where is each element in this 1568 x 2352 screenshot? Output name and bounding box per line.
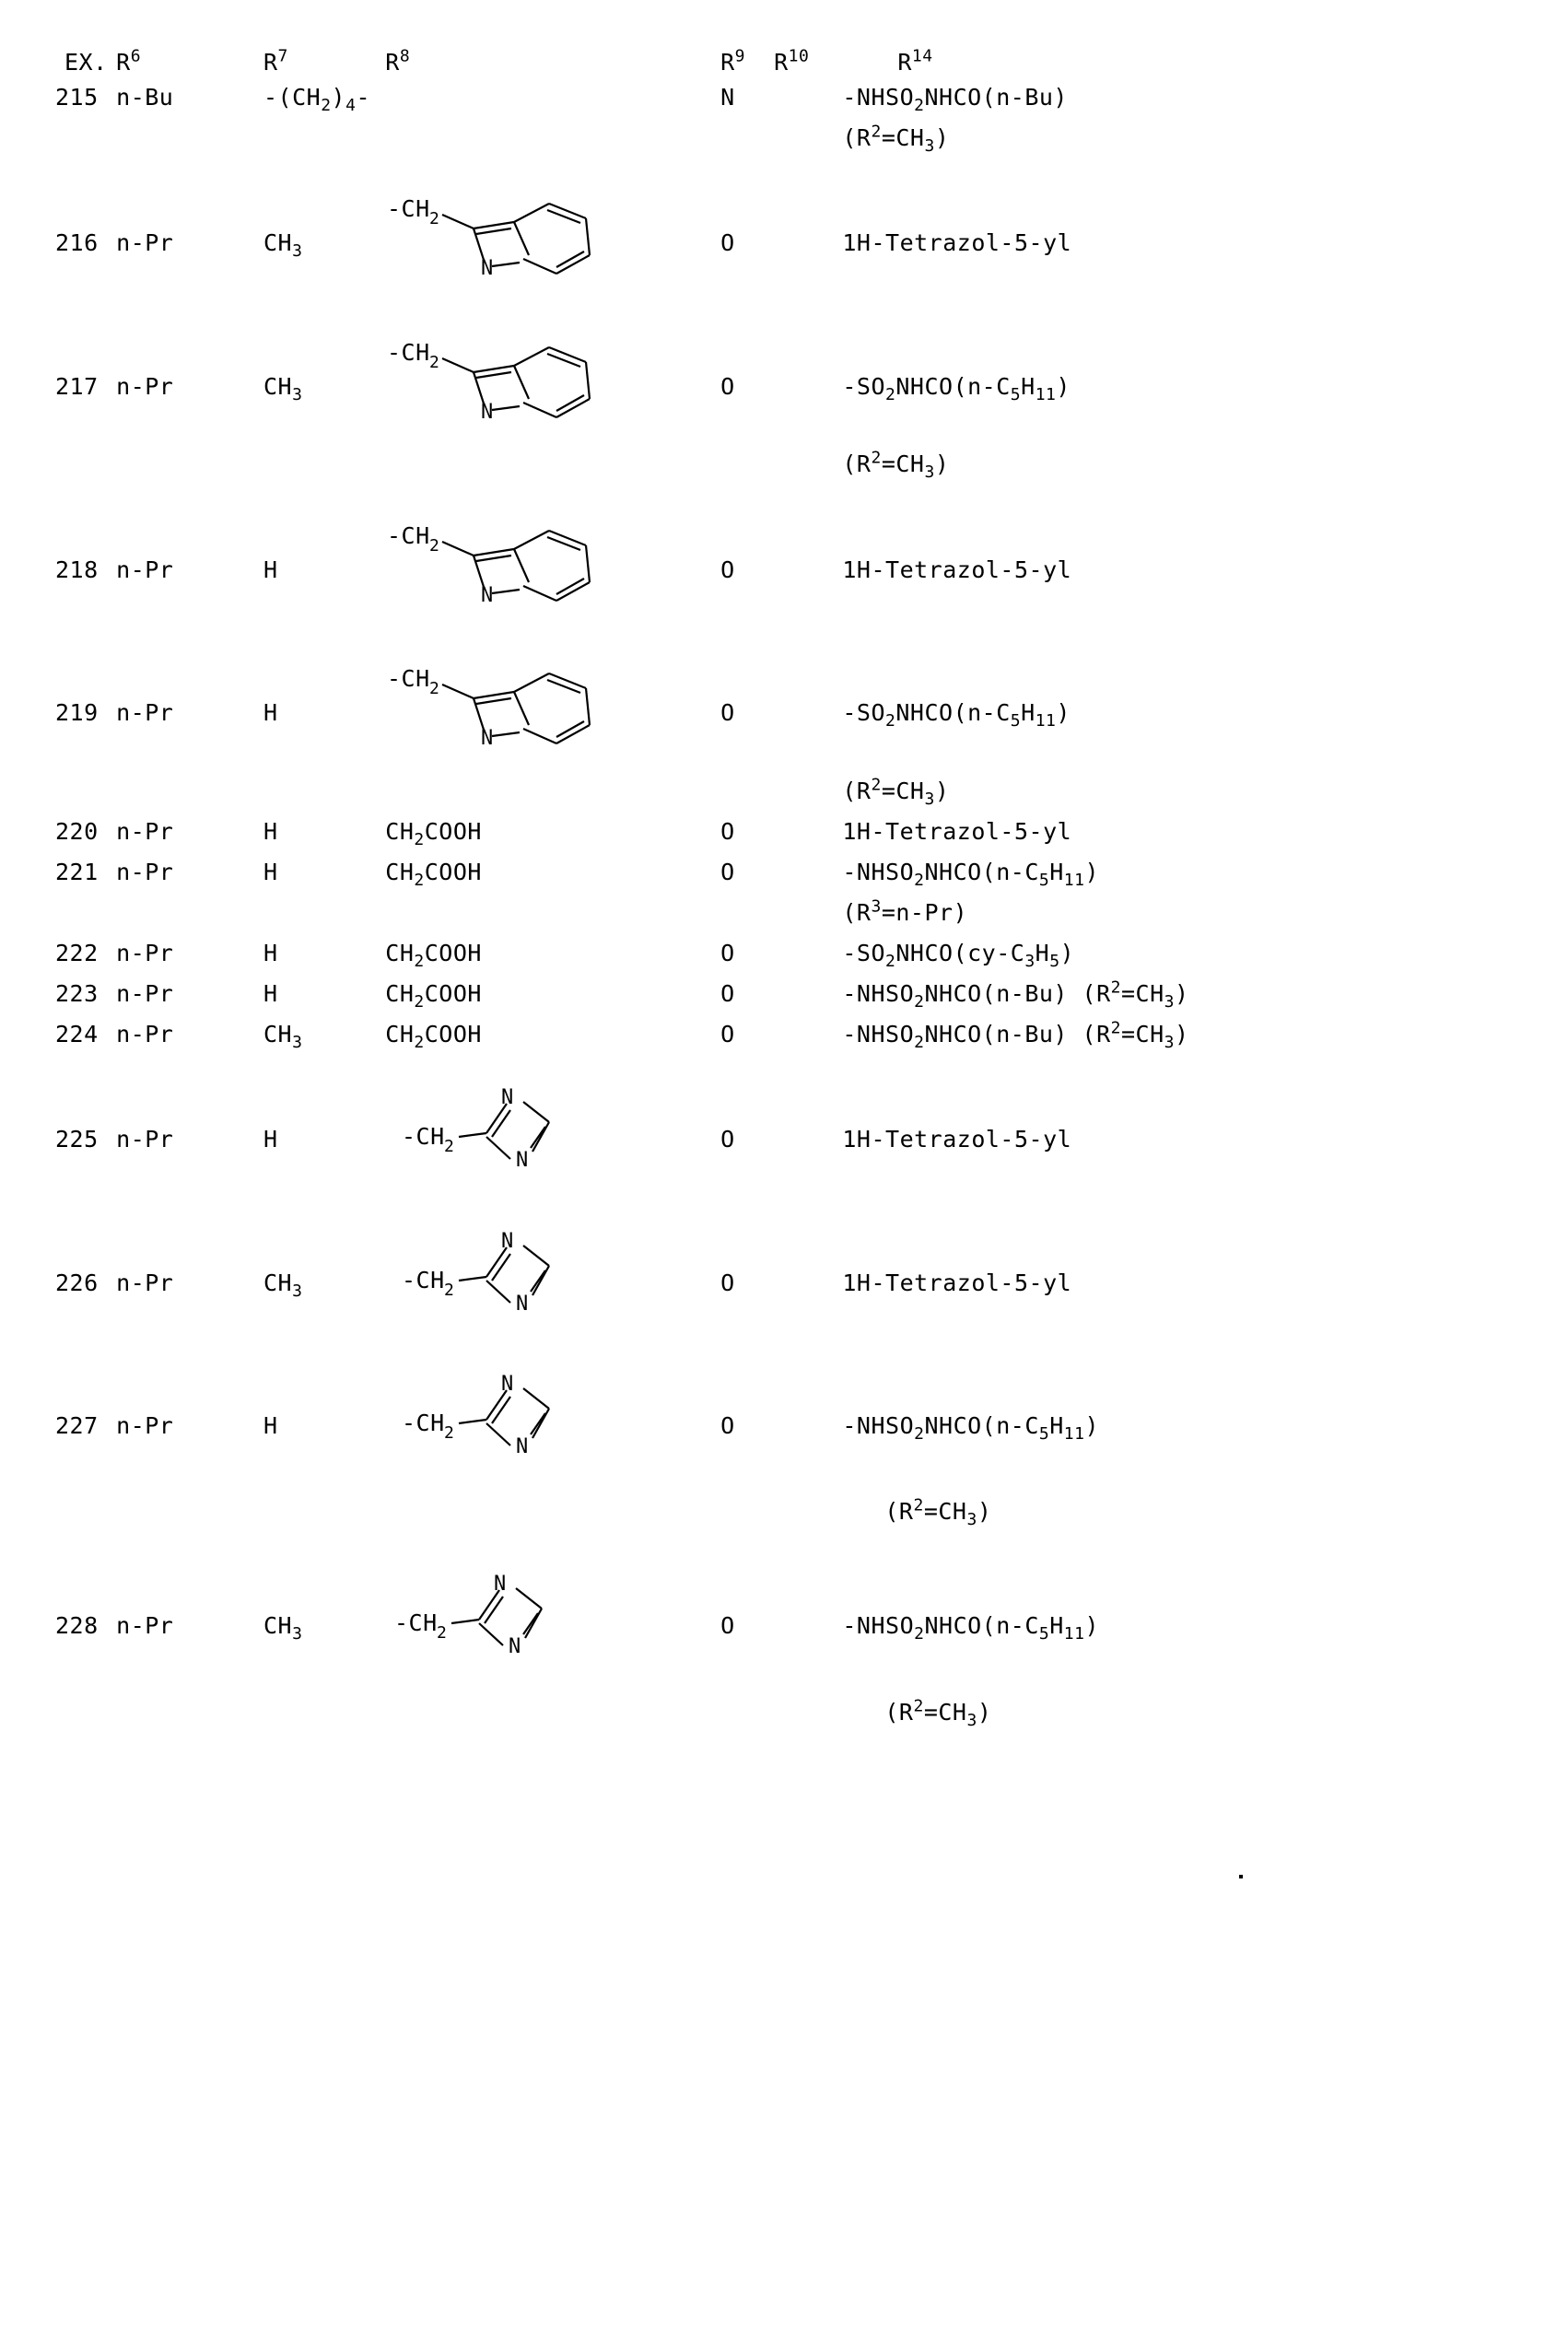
cell-r9: O bbox=[720, 229, 735, 257]
table-row bbox=[55, 973, 1492, 1013]
cell-r9: O bbox=[720, 939, 735, 966]
cell-r7: $CH_3$ bbox=[263, 372, 303, 404]
imidazole-ch2-icon bbox=[385, 1368, 661, 1477]
indole-ch2-icon bbox=[385, 655, 661, 764]
svg-text:-CH: -CH bbox=[387, 665, 430, 692]
cell-r9: O bbox=[720, 817, 735, 845]
imidazole-ch2-icon bbox=[385, 1568, 661, 1677]
cell-r14: $-NHSO_2NHCO(n-C_5H_{11})$ bbox=[842, 1411, 1100, 1444]
cell-ex: 221 bbox=[55, 858, 99, 885]
row-spacer bbox=[55, 485, 1492, 512]
cell-r14-sub: $(R^2=CH_3)$ bbox=[842, 122, 950, 156]
cell-r9: O bbox=[720, 1020, 735, 1047]
cell-r14: $-NHSO_2NHCO(n-Bu)$ bbox=[842, 83, 1068, 115]
imidazole-ch2-icon bbox=[385, 1225, 661, 1334]
cell-r7: $CH_3$ bbox=[263, 229, 303, 262]
spacer bbox=[55, 1483, 842, 1540]
cell-r7: H bbox=[263, 1411, 278, 1439]
document-page bbox=[0, 48, 1568, 2352]
row-spacer bbox=[55, 1198, 1492, 1225]
cell-r8-structure bbox=[385, 1082, 720, 1197]
cell-r7-r8: $-(CH_2)_4-$ bbox=[263, 83, 371, 115]
cell-ex: 226 bbox=[55, 1269, 99, 1296]
cell-r14-sub: $(R^2=CH_3)$ bbox=[884, 1496, 992, 1530]
table-row-sub bbox=[55, 892, 1492, 932]
table-row-sub bbox=[55, 117, 1492, 158]
cell-ex: 227 bbox=[55, 1411, 99, 1439]
cell-ex: 218 bbox=[55, 556, 99, 583]
svg-text:-CH: -CH bbox=[402, 1266, 445, 1293]
cell-ex: 224 bbox=[55, 1020, 99, 1047]
cell-r9: O bbox=[720, 1411, 735, 1439]
svg-text:N: N bbox=[516, 1292, 530, 1316]
cell-r9: O bbox=[720, 858, 735, 885]
svg-text:-CH: -CH bbox=[394, 1609, 438, 1636]
cell-r14-sub: $(R^2=CH_3)$ bbox=[884, 1696, 992, 1730]
cell-r14-sub: $(R^2=CH_3)$ bbox=[842, 448, 950, 483]
cell-r8-structure bbox=[385, 1368, 720, 1483]
svg-text:N: N bbox=[494, 1573, 508, 1596]
cell-r9: O bbox=[720, 1269, 735, 1296]
indole-ch2-icon bbox=[385, 512, 661, 621]
cell-r8-structure bbox=[385, 329, 720, 444]
svg-text:N: N bbox=[516, 1434, 530, 1458]
table-row bbox=[55, 1013, 1492, 1054]
cell-r8-structure bbox=[385, 655, 720, 770]
cell-ex: 222 bbox=[55, 939, 99, 966]
svg-text:N: N bbox=[481, 727, 495, 750]
cell-r7: H bbox=[263, 817, 278, 845]
table-row bbox=[55, 185, 1492, 300]
table-row bbox=[55, 1568, 1492, 1683]
cell-r14: 1H-Tetrazol-5-yl bbox=[842, 556, 1072, 583]
row-spacer bbox=[55, 1540, 1492, 1568]
svg-text:2: 2 bbox=[444, 1422, 455, 1443]
row-spacer bbox=[55, 1054, 1492, 1082]
table-row-sub bbox=[55, 770, 1492, 811]
cell-r7: $CH_3$ bbox=[263, 1020, 303, 1052]
cell-r8: $CH_2COOH$ bbox=[385, 817, 482, 849]
row-spacer bbox=[55, 1340, 1492, 1368]
table-row bbox=[55, 932, 1492, 973]
imidazole-ch2-icon bbox=[385, 1082, 661, 1190]
table-row bbox=[55, 329, 1492, 444]
header-ex: EX. bbox=[64, 49, 108, 76]
cell-ex: 215 bbox=[55, 83, 99, 111]
cell-ex: 228 bbox=[55, 1612, 99, 1639]
cell-r8-structure bbox=[385, 512, 720, 627]
table-row bbox=[55, 1368, 1492, 1483]
svg-text:N: N bbox=[516, 1149, 530, 1173]
svg-text:-CH: -CH bbox=[402, 1409, 445, 1436]
cell-ex: 220 bbox=[55, 817, 99, 845]
cell-ex: 225 bbox=[55, 1126, 99, 1153]
svg-text:2: 2 bbox=[429, 535, 440, 556]
cell-r9: O bbox=[720, 979, 735, 1007]
cell-r6: n-Pr bbox=[116, 817, 174, 845]
cell-r6: n-Pr bbox=[116, 556, 174, 583]
cell-r7: $CH_3$ bbox=[263, 1269, 303, 1301]
svg-text:-CH: -CH bbox=[387, 338, 430, 366]
svg-text:-CH: -CH bbox=[387, 195, 430, 223]
cell-r14: $-NHSO_2NHCO(n-C_5H_{11})$ bbox=[842, 858, 1100, 890]
cell-r9: N bbox=[720, 83, 735, 111]
cell-r14: 1H-Tetrazol-5-yl bbox=[842, 229, 1072, 257]
cell-r6: n-Bu bbox=[116, 83, 174, 111]
cell-r6: n-Pr bbox=[116, 229, 174, 257]
cell-r14: 1H-Tetrazol-5-yl bbox=[842, 1269, 1072, 1296]
table-row bbox=[55, 512, 1492, 627]
cell-r6: n-Pr bbox=[116, 1126, 174, 1153]
svg-text:2: 2 bbox=[437, 1623, 448, 1643]
spacer bbox=[55, 117, 842, 158]
cell-r9: O bbox=[720, 1126, 735, 1153]
table-row bbox=[55, 851, 1492, 892]
svg-text:N: N bbox=[481, 400, 495, 424]
svg-text:N: N bbox=[509, 1635, 522, 1658]
svg-text:N: N bbox=[481, 583, 495, 607]
cell-r14: $-NHSO_2NHCO(n-Bu)$ $(R^2=CH_3)$ bbox=[842, 977, 1189, 1012]
svg-text:N: N bbox=[501, 1372, 515, 1396]
header-r7: $R^7$ bbox=[263, 46, 288, 76]
cell-r7: H bbox=[263, 979, 278, 1007]
cell-r6: n-Pr bbox=[116, 858, 174, 885]
cell-r8-structure bbox=[385, 1225, 720, 1340]
header-r6: $R^6$ bbox=[116, 46, 142, 76]
spacer bbox=[55, 770, 842, 811]
cell-r8: $CH_2COOH$ bbox=[385, 939, 482, 971]
header-r14: $R^{14}$ bbox=[897, 46, 933, 76]
table-row bbox=[55, 1082, 1492, 1197]
cell-r14: $-NHSO_2NHCO(n-C_5H_{11})$ bbox=[842, 1612, 1100, 1644]
svg-text:N: N bbox=[501, 1086, 515, 1110]
cell-r14: $-SO_2NHCO(n-C_5H_{11})$ bbox=[842, 372, 1071, 404]
table-row-sub bbox=[55, 1683, 1492, 1740]
svg-text:N: N bbox=[481, 257, 495, 281]
svg-text:-CH: -CH bbox=[387, 521, 430, 549]
cell-r9: O bbox=[720, 699, 735, 726]
cell-r7: H bbox=[263, 699, 278, 726]
row-spacer bbox=[55, 301, 1492, 329]
header-r8: $R^8$ bbox=[385, 46, 411, 76]
indole-ch2-icon bbox=[385, 185, 661, 294]
cell-r6: n-Pr bbox=[116, 1269, 174, 1296]
svg-text:2: 2 bbox=[429, 209, 440, 229]
cell-r14: $-SO_2NHCO(cy-C_3H_5)$ bbox=[842, 939, 1075, 971]
cell-r8: $CH_2COOH$ bbox=[385, 1020, 482, 1052]
row-spacer bbox=[55, 158, 1492, 185]
cell-r6: n-Pr bbox=[116, 939, 174, 966]
table-row bbox=[55, 655, 1492, 770]
cell-r7: H bbox=[263, 556, 278, 583]
indole-ch2-icon bbox=[385, 329, 661, 438]
svg-text:2: 2 bbox=[444, 1137, 455, 1157]
cell-r8: $CH_2COOH$ bbox=[385, 858, 482, 890]
cell-r14: $-NHSO_2NHCO(n-Bu)$ $(R^2=CH_3)$ bbox=[842, 1018, 1189, 1052]
cell-r6: n-Pr bbox=[116, 699, 174, 726]
cell-r7: H bbox=[263, 858, 278, 885]
table-row-sub bbox=[55, 444, 1492, 485]
cell-r9: O bbox=[720, 372, 735, 400]
row-spacer bbox=[55, 627, 1492, 655]
svg-text:2: 2 bbox=[429, 679, 440, 698]
cell-r14-sub: $(R^3=n-Pr)$ bbox=[842, 896, 968, 926]
cell-r6: n-Pr bbox=[116, 372, 174, 400]
cell-r7: $CH_3$ bbox=[263, 1612, 303, 1644]
spacer bbox=[55, 444, 842, 485]
cell-r6: n-Pr bbox=[116, 1020, 174, 1047]
spacer bbox=[55, 892, 842, 932]
cell-r8: $CH_2COOH$ bbox=[385, 979, 482, 1012]
header-r9-r10: $R^9$ $R^{10}$ bbox=[720, 46, 810, 76]
cell-r7: H bbox=[263, 939, 278, 966]
table-row-sub bbox=[55, 1483, 1492, 1540]
table-row bbox=[55, 76, 1492, 117]
table-row bbox=[55, 811, 1492, 851]
cell-r8-structure bbox=[385, 185, 720, 300]
cell-r14-sub: $(R^2=CH_3)$ bbox=[842, 775, 950, 809]
cell-r14: 1H-Tetrazol-5-yl bbox=[842, 1126, 1072, 1153]
table-body bbox=[55, 76, 1492, 1740]
cell-r8-structure bbox=[385, 1568, 720, 1683]
table-row bbox=[55, 1225, 1492, 1340]
cell-ex: 219 bbox=[55, 699, 99, 726]
stray-mark bbox=[1239, 1875, 1243, 1878]
cell-r6: n-Pr bbox=[116, 979, 174, 1007]
cell-r6: n-Pr bbox=[116, 1612, 174, 1639]
table-header bbox=[55, 48, 1492, 76]
cell-ex: 216 bbox=[55, 229, 99, 257]
examples-table bbox=[55, 48, 1492, 1740]
cell-r6: n-Pr bbox=[116, 1411, 174, 1439]
cell-r7: H bbox=[263, 1126, 278, 1153]
cell-ex: 217 bbox=[55, 372, 99, 400]
svg-text:2: 2 bbox=[444, 1280, 455, 1300]
cell-r14: 1H-Tetrazol-5-yl bbox=[842, 817, 1072, 845]
svg-text:N: N bbox=[501, 1229, 515, 1253]
cell-r14: $-SO_2NHCO(n-C_5H_{11})$ bbox=[842, 699, 1071, 731]
cell-r9: O bbox=[720, 556, 735, 583]
svg-text:-CH: -CH bbox=[402, 1123, 445, 1151]
spacer bbox=[55, 1683, 842, 1740]
svg-text:2: 2 bbox=[429, 352, 440, 372]
cell-ex: 223 bbox=[55, 979, 99, 1007]
cell-r9: O bbox=[720, 1612, 735, 1639]
